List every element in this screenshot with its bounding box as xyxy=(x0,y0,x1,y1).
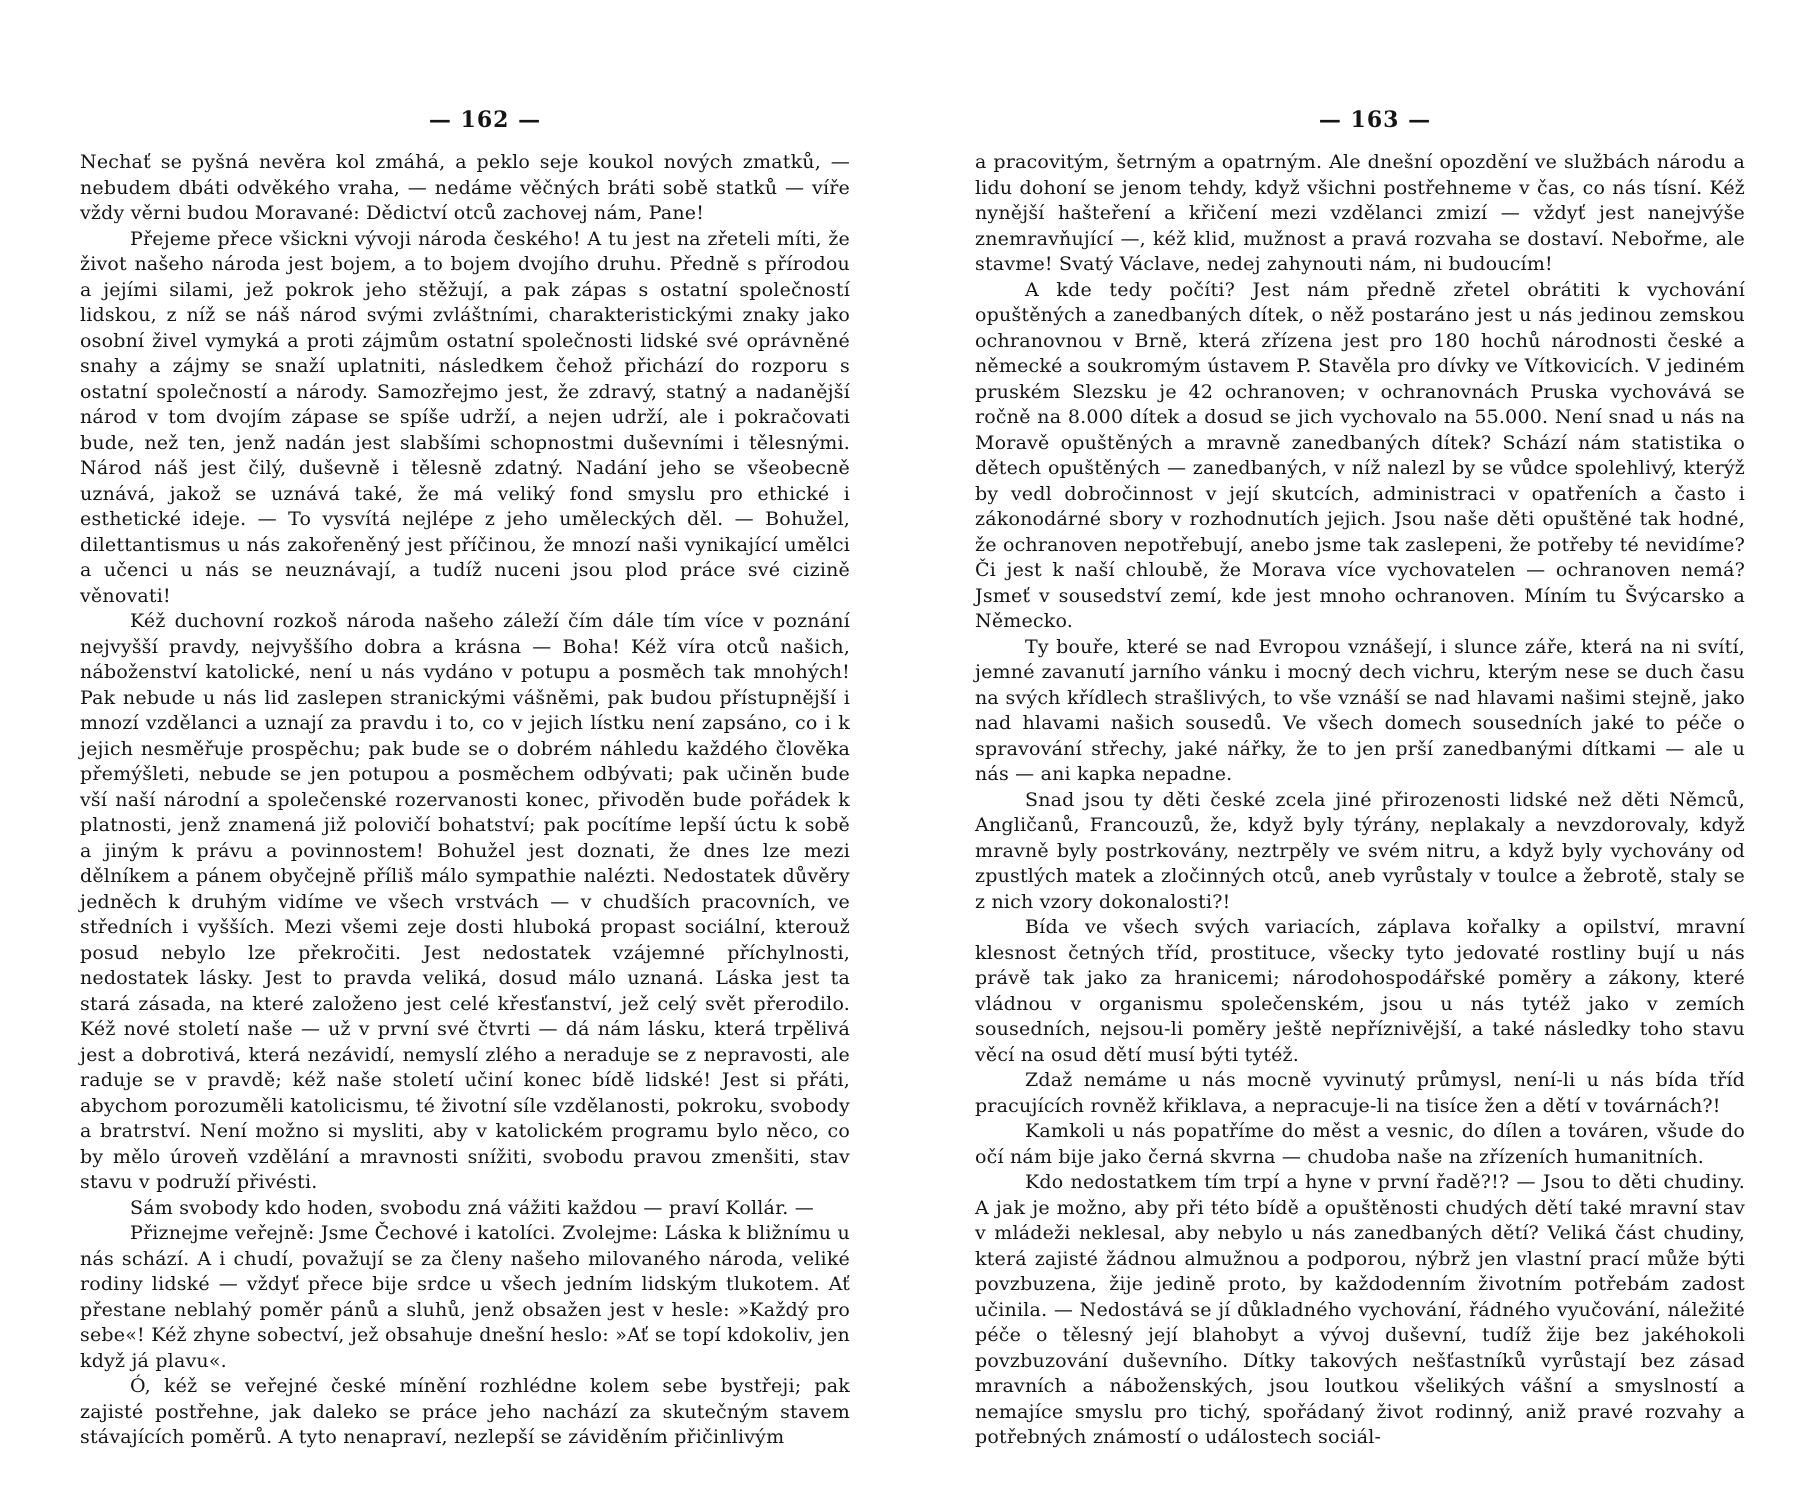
left-page xyxy=(80,100,850,1480)
right-page xyxy=(975,100,1745,1480)
paragraph: Přiznejme veřejně: Jsme Čechové i katolíci. Zvolejme: Láska k bližnímu u nás schází. A i chudí, považují se za členy našeho milovaného národa, veliké rodiny lidské — vždyť přece bije srdce u všech jedním lidským tlukotem. Ať přestane neblahý poměr pánů a sluhů, jenž obsažen jest v hesle: »Každý pro sebe«! Kéž zhyne sobectví, jež obsahuje dnešní heslo: »Ať se topí kdokoliv, jen když já plavu«. xyxy=(80,1222,850,1372)
paragraph: Sám svobody kdo hoden, svobodu zná vážiti každou — praví Kollár. — xyxy=(130,1196,814,1219)
paragraph: Snad jsou ty děti české zcela jiné přirozenosti lidské než děti Němců, Angličanů, Francouzů, že, když byly týrány, neplakaly a nevzdorovaly, když mravně byly postrkovány, neztrpěly ve svém nitru, a když byly vychovány od zpustlých matek a zločinných otců, aneb vyrůstaly v toulce a žebrotě, staly se z nich vzory dokonalosti?! xyxy=(975,788,1745,913)
paragraph: Ó, kéž se veřejné české mínění rozhlédne kolem sebe bystřeji; pak zajisté postřehne, jak daleko se práce jeho nachází za skutečným stavem stávajících poměrů. A tyto nenapraví, nezlepší se záviděním přičinlivým xyxy=(80,1375,850,1448)
paragraph: Přejeme přece všickni vývoji národa českého! A tu jest na zřeteli míti, že život našeho národa jest bojem, a to bojem dvojího druhu. Předně s přírodou a jejími silami, jež pokrok jeho stěžují, a pak zápas s ostatní společností lidskou, z níž se náš národ svými zvláštními, charakteristickými znaky jako osobní živel vymyká a proti zájmům ostatní společnosti lidské své oprávněné snahy a zájmy se snaží uplatniti, následkem čehož přichází do rozporu s ostatní společností a národy. Samozřejmo jest, že zdravý, statný a nadanější národ v tom dvojím zápase se spíše udrží, a nejen udrží, ale i pokračovati bude, než ten, jenž nadán jest slabšími schopnostmi duševními i tělesnými. Národ náš jest čilý, duševně i tělesně zdatný. Nadání jeho se všeobecně uznává, jakož se uznává také, že má veliký fond smyslu pro ethické i esthetické ideje. — To vysvítá nejlépe z jeho uměleckých děl. — Bohužel, dilettantismus u nás zakořeněný jest příčinou, že mnozí naši vynikající umělci a učenci u nás se neuznávají, a tudíž nuceni jsou plod práce své cizině věnovati! xyxy=(80,227,850,607)
paragraph: Kamkoli u nás popatříme do měst a vesnic, do dílen a továren, všude do očí nám bije jako černá skvrna — chudoba naše na zřízeních humanitních. xyxy=(975,1120,1745,1168)
paragraph: Bída ve všech svých variacích, záplava kořalky a opilství, mravní klesnost četných tříd, prostituce, všecky tyto jedovaté rostliny bují u nás právě tak jako za hranicemi; národohospodářské poměry a zákony, které vládnou v organismu společenském, jsou u nás tytéž jako v zemích sousedních, nejsou-li poměry ještě nepříznivější, a také následky toho stavu věcí na osud dětí musí býti tytéž. xyxy=(975,916,1745,1066)
paragraph: Kéž duchovní rozkoš národa našeho záleží čím dále tím více v poznání nejvyšší pravdy, nejvyššího dobra a krásna — Boha! Kéž víra otců našich, náboženství katolické, není u nás vydáno v potupu a posměch tak mnohých! Pak nebude u nás lid zaslepen stranickými vášněmi, pak budou přístupnější i mnozí vzdělanci a uznají za pravdu i to, co v jejich lístku není zapsáno, co i k jejich nesměřuje prospěchu; pak bude se o dobrém náhledu každého člověka přemýšleti, nebude se jen potupou a posměchem odbývati; pak učiněn bude vší naší národní a společenské rozervanosti konec, přivoděn bude pořádek k platnosti, jenž znamená již polovičí bohatství; pak pocítíme lepší úctu k sobě a jiným k právu a povinnostem! Bohužel jest doznati, že dnes lze mezi dělníkem a pánem obyčejně příliš málo sympathie nalézti. Nedostatek důvěry jedněch k druhým vidíme ve všech vrstvách — v chudších pracovních, ve středních i vyšších. Mezi všemi zeje dosti hluboká propast sociální, kterouž posud nebylo lze překročiti. Jest nedostatek vzájemné příchylnosti, nedostatek lásky. Jest to pravda veliká, dosud málo uznaná. Láska jest ta stará zásada, na které založeno jest celé křesťanství, jež celý svět přerodilo. Kéž nové století naše — už v první své čtvrti — dá nám lásku, která trpělivá jest a dobrotivá, která nezávidí, nemyslí zlého a neraduje se z nepravosti, ale raduje se v pravdě; kéž naše století učiní konec bídě lidské! Jest si přáti, abychom porozuměli katolicismu, té životní síle vzdělanosti, pokroku, svobody a bratrství. Není možno si mysliti, aby v katolickém programu bylo něco, co by mělo úroveň vzdělání a mravnosti snížiti, svobodu pravou zmenšiti, stav stavu v podruží přivésti. xyxy=(80,610,850,1193)
paragraph: Kdo nedostatkem tím trpí a hyne v první řadě?!? — Jsou to děti chudiny. A jak je možno, aby při této bídě a opuštěnosti chudých dětí také mravní stav v mládeži neklesal, aby nebylo u nás zanedbaných dětí? Veliká část chudiny, která zajisté žádnou almužnou a podporou, nýbrž jen vlastní prací může býti povzbuzena, žije jedině proto, by každodenním životním potřebám zadost učinila. — Nedostává se jí důkladného vychování, řádného vyučování, náležité péče o tělesný její blahobyt a vývoj duševní, tudíž žije bez jakéhokoli povzbuzování duševního. Dítky takových nešťastníků vyrůstají bez zásad mravních a náboženských, jsou loutkou všelikých vášní a smyslností a nemajíce smyslu pro tichý, spořádaný život rodinný, aniž pravé rozvahy a potřebných známostí o událostech sociál- xyxy=(975,1171,1745,1448)
paragraph: Nechať se pyšná nevěra kol zmáhá, a peklo seje koukol nových zmatků, — nebudem dbáti odvěkého vraha, — nedáme věčných bráti sobě statků — víře vždy věrni budou Moravané: Dědictví otců zachovej nám, Pane! xyxy=(80,151,850,224)
page-number-right: — 163 — xyxy=(1318,107,1432,133)
paragraph: A kde tedy počíti? Jest nám předně zřetel obrátiti k vychování opuštěných a zanedbaných dítek, o něž postaráno jest u nás jedinou zemskou ochranovnou v Brně, která zřízena jest pro 180 hochů národnosti české a německé a soukromým ústavem P. Stavěla pro dívky ve Vítkovicích. V jediném pruském Slezsku je 42 ochranoven; v ochranovnách Pruska vychovává se ročně na 8.000 dítek a dosud se jich vychovalo na 55.000. Není snad u nás na Moravě opuštěných a mravně zanedbaných dítek? Schází nám statistika o dětech opuštěných — zanedbaných, v níž nalezl by se vůdce spolehlivý, kterýž by vedl dobročinnost v její skutcích, administraci v opatřeních a často i zákonodárné sbory v rozhodnutích jejich. Jsou naše děti opuštěné tak hodné, že ochranoven nepotřebují, anebo jsme tak zaslepeni, že potřeby té nevidíme? Či jest k naší chloubě, že Morava více vychovatelen — ochranoven nemá? Jsmeť v sousedství zemí, kde jest mnoho ochranoven. Míním tu Švýcarsko a Německo. xyxy=(975,278,1745,632)
paragraph: Zdaž nemáme u nás mocně vyvinutý průmysl, není-li u nás bída tříd pracujících rovněž křiklava, a nepracuje-li na tisíce žen a dětí v továrnách?! xyxy=(975,1069,1745,1117)
paragraph: a pracovitým, šetrným a opatrným. Ale dnešní opozdění ve službách národu a lidu dohoní se jenom tehdy, když všichni postřehneme v čas, co nás tísní. Kéž nynější hašteření a křičení mezi vzdělanci zmizí — vždyť jest nanejvýše znemravňující —, kéž klid, mužnost a pravá rozvaha se dostaví. Nebořme, ale stavme! Svatý Václave, nedej zahynouti nám, ni budoucím! xyxy=(975,151,1745,275)
paragraph: Ty bouře, které se nad Evropou vznášejí, i slunce záře, která na ni svítí, jemné zavanutí jarního vánku i mocný dech vichru, kterým nese se duch času na svých křídlech strašlivých, to vše vznáší se nad hlavami našimi stejně, jako nad hlavami našich sousedů. Ve všech domech sousedních jaké to péče o spravování střechy, jaké nářky, že to jen prší zanedbanými dítkami — ale u nás — ani kapka nepadne. xyxy=(975,635,1745,785)
page-number-left: — 162 — xyxy=(428,107,542,133)
